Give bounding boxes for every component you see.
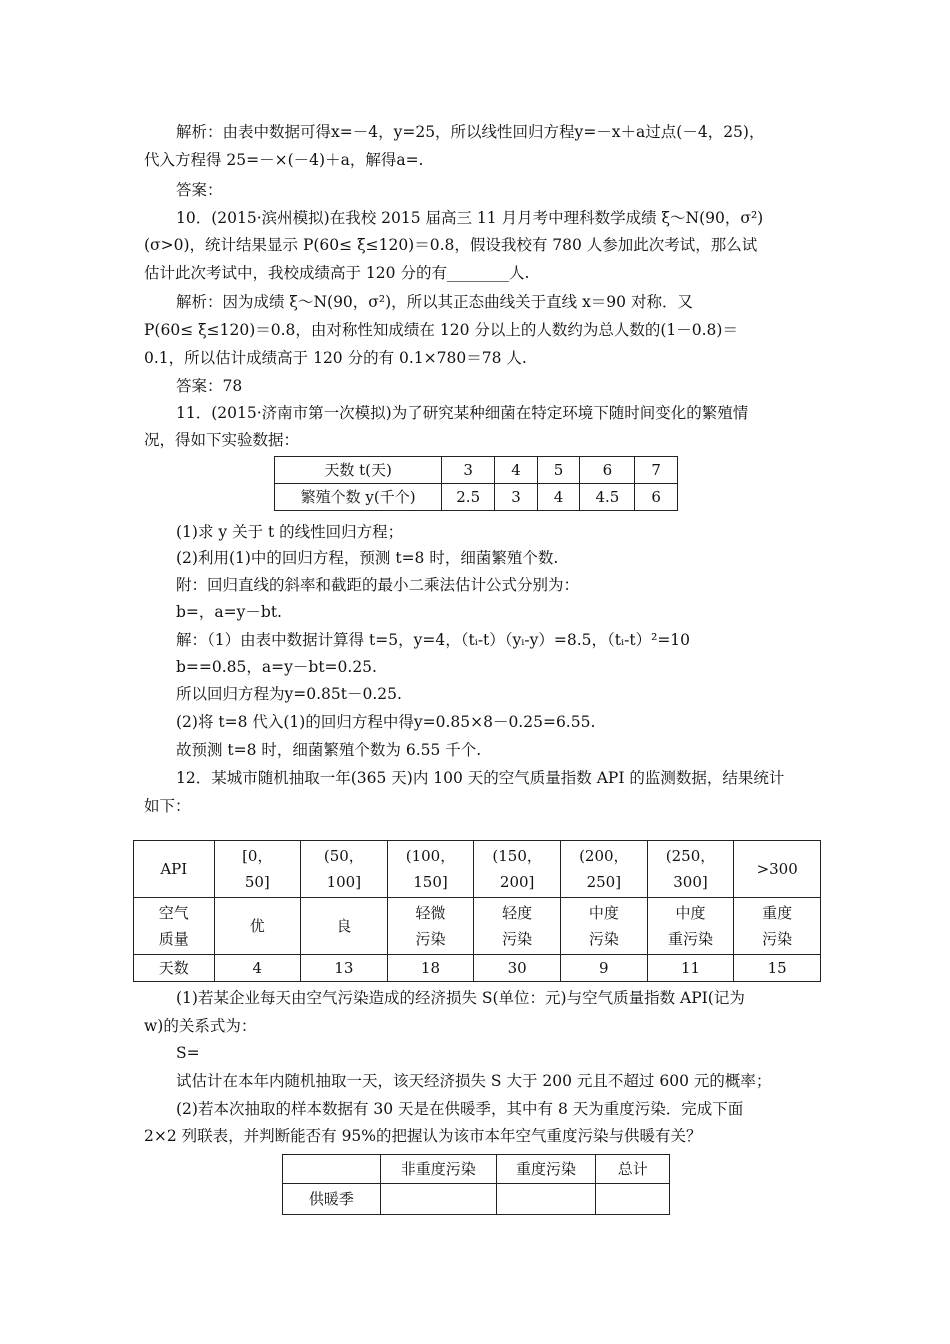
text-line: (2)若本次抽取的样本数据有 30 天是在供暖季，其中有 8 天为重度污染．完成下面 xyxy=(176,1100,744,1118)
text-line: 估计此次考试中，我校成绩高于 120 分的有________人. xyxy=(144,264,530,282)
text-line: 所以回归方程为y=0.85t－0.25. xyxy=(176,685,402,703)
table-cell: 13 xyxy=(301,955,388,982)
text-line: 故预测 t=8 时，细菌繁殖个数为 6.55 千个. xyxy=(176,741,482,759)
table-row xyxy=(283,1155,670,1184)
table-row xyxy=(134,841,821,898)
contingency-table xyxy=(282,1154,670,1215)
table-cell: 3 xyxy=(495,484,538,511)
text-line: 况，得如下实验数据： xyxy=(144,431,300,449)
table-cell: 4 xyxy=(495,457,538,484)
table-cell: 18 xyxy=(387,955,474,982)
table-cell: 5 xyxy=(537,457,580,484)
table-row xyxy=(275,457,678,484)
table-cell: 轻度 污染 xyxy=(474,898,561,955)
table-cell: 重度污染 xyxy=(496,1155,596,1184)
text-line: P(60≤ ξ≤120)＝0.8，由对称性知成绩在 120 分以上的人数约为总人数的(1－0.8)＝ xyxy=(144,321,738,339)
table-cell xyxy=(596,1184,670,1215)
table-cell: >300 xyxy=(734,841,821,898)
text-line: b==0.85，a=y－bt=0.25. xyxy=(176,658,377,676)
table-cell: 繁殖个数 y(千个) xyxy=(275,484,442,511)
table-row xyxy=(134,898,821,955)
text-line: (2)将 t=8 代入(1)的回归方程中得y=0.85×8－0.25=6.55. xyxy=(176,713,596,731)
table-cell: 重度 污染 xyxy=(734,898,821,955)
table-cell: 30 xyxy=(474,955,561,982)
text-line: 解：（1）由表中数据计算得 t=5，y=4，（tᵢ-t）（yᵢ-y）=8.5，（tᵢ-t）²=10 xyxy=(176,631,691,649)
table-cell xyxy=(380,1184,496,1215)
text-line: (1)求 y 关于 t 的线性回归方程； xyxy=(176,523,404,541)
table-cell: (200， 250] xyxy=(560,841,647,898)
table-row xyxy=(275,484,678,511)
table-cell: 非重度污染 xyxy=(380,1155,496,1184)
text-line: 答案： xyxy=(176,181,223,199)
table-cell: 天数 t(天) xyxy=(275,457,442,484)
table-cell: 供暖季 xyxy=(283,1184,381,1215)
table-cell: 4.5 xyxy=(580,484,635,511)
table-cell: 4 xyxy=(537,484,580,511)
text-line: 代入方程得 25=－×(－4)＋a，解得a=. xyxy=(144,151,424,169)
table-cell: 优 xyxy=(214,898,301,955)
text-line: (σ>0)，统计结果显示 P(60≤ ξ≤120)＝0.8，假设我校有 780 人参加此次考试，那么试 xyxy=(144,236,758,254)
text-line: 11．(2015·济南市第一次模拟)为了研究某种细菌在特定环境下随时间变化的繁殖情 xyxy=(176,404,749,422)
text-line: 12．某城市随机抽取一年(365 天)内 100 天的空气质量指数 API 的监测数据，结果统计 xyxy=(176,769,785,787)
table-cell: 6 xyxy=(580,457,635,484)
text-line: 解析：因为成绩 ξ～N(90，σ²)，所以其正态曲线关于直线 x＝90 对称．又 xyxy=(176,293,693,311)
text-line: w)的关系式为： xyxy=(144,1017,257,1035)
text-line: (2)利用(1)中的回归方程，预测 t=8 时，细菌繁殖个数. xyxy=(176,549,559,567)
table-cell: 3 xyxy=(442,457,495,484)
text-line: (1)若某企业每天由空气污染造成的经济损失 S(单位：元)与空气质量指数 API(记为 xyxy=(176,989,745,1007)
table-cell: 15 xyxy=(734,955,821,982)
text-line: 如下： xyxy=(144,797,191,815)
table-cell: (50， 100] xyxy=(301,841,388,898)
bacteria-data-table xyxy=(274,456,678,511)
table-cell: (100， 150] xyxy=(387,841,474,898)
table-cell: 2.5 xyxy=(442,484,495,511)
table-cell: API xyxy=(134,841,215,898)
text-line: 答案：78 xyxy=(176,377,243,395)
text-line: S= xyxy=(176,1044,200,1062)
table-cell: [0， 50] xyxy=(214,841,301,898)
table-cell: (250， 300] xyxy=(647,841,734,898)
text-line: 10．(2015·滨州模拟)在我校 2015 届高三 11 月月考中理科数学成绩 ξ～N(90，σ²) xyxy=(176,209,764,227)
text-line: 0.1，所以估计成绩高于 120 分的有 0.1×780＝78 人. xyxy=(144,349,527,367)
api-data-table xyxy=(133,840,821,982)
table-cell: 天数 xyxy=(134,955,215,982)
table-cell: 7 xyxy=(635,457,678,484)
table-cell: 轻微 污染 xyxy=(387,898,474,955)
table-cell: 中度 重污染 xyxy=(647,898,734,955)
table-cell: (150， 200] xyxy=(474,841,561,898)
text-line: 试估计在本年内随机抽取一天，该天经济损失 S 大于 200 元且不超过 600 元的概率； xyxy=(176,1072,772,1090)
text-line: 附：回归直线的斜率和截距的最小二乘法估计公式分别为： xyxy=(176,576,580,594)
table-cell: 11 xyxy=(647,955,734,982)
table-cell: 良 xyxy=(301,898,388,955)
text-line: 解析：由表中数据可得x=－4，y=25，所以线性回归方程y=－x＋a过点(－4，25)， xyxy=(176,123,765,141)
table-row xyxy=(283,1184,670,1215)
table-cell xyxy=(496,1184,596,1215)
table-cell: 总计 xyxy=(596,1155,670,1184)
table-row xyxy=(134,955,821,982)
table-cell: 中度 污染 xyxy=(560,898,647,955)
table-cell: 空气 质量 xyxy=(134,898,215,955)
table-cell: 4 xyxy=(214,955,301,982)
text-line: b=，a=y－bt. xyxy=(176,603,282,621)
table-cell: 9 xyxy=(560,955,647,982)
table-cell xyxy=(283,1155,381,1184)
text-line: 2×2 列联表，并判断能否有 95%的把握认为该市本年空气重度污染与供暖有关？ xyxy=(144,1127,702,1145)
table-cell: 6 xyxy=(635,484,678,511)
